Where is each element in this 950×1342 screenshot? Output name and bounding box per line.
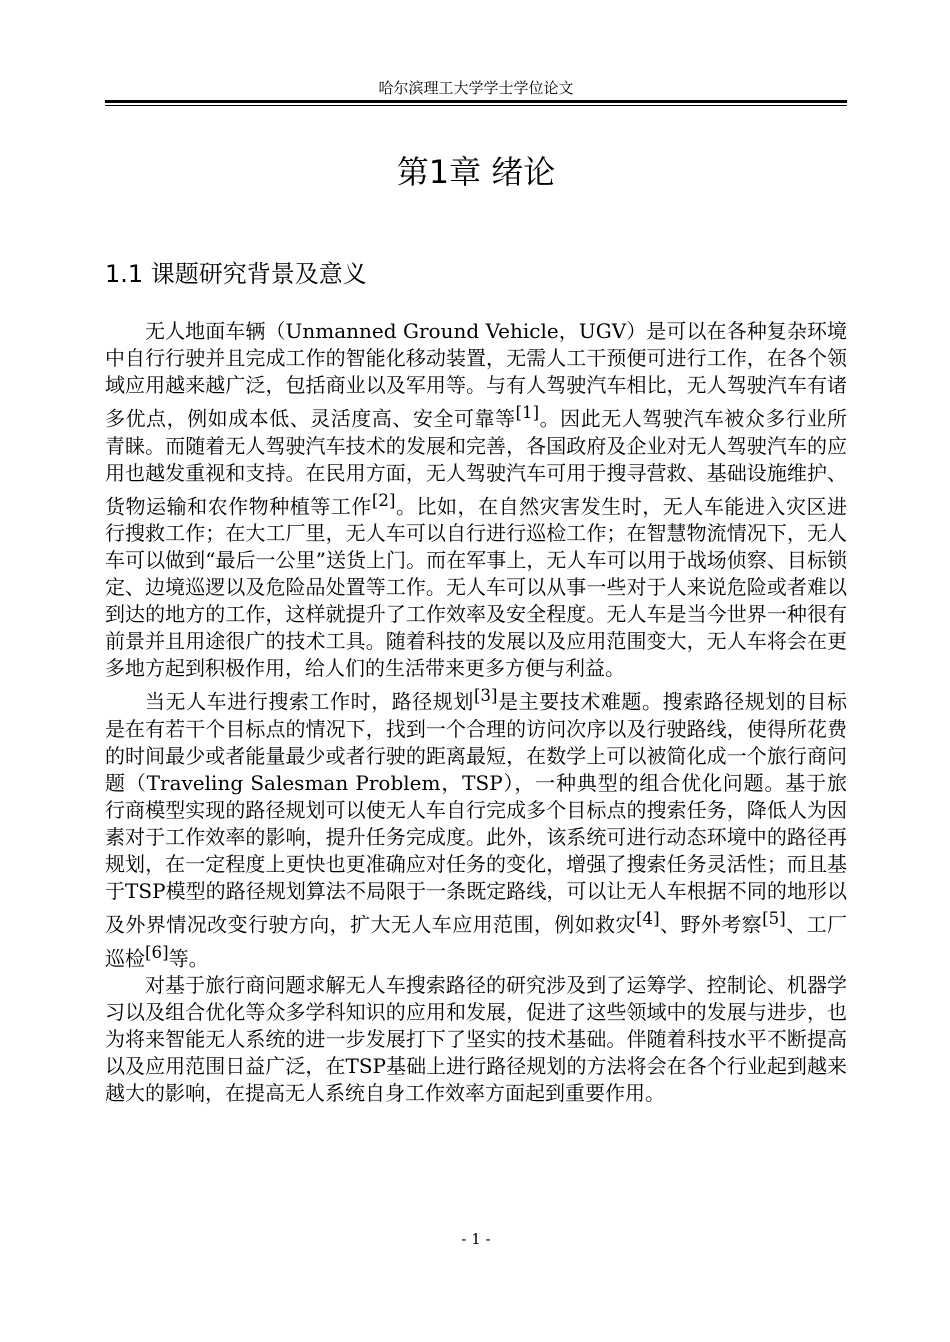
section-title: 1.1 课题研究背景及意义 — [105, 260, 367, 288]
citation: [2] — [371, 490, 396, 510]
paragraph-3: 对基于旅行商问题求解无人车搜索路径的研究涉及到了运筹学、控制论、机器学习以及组合优化等众多学科知识的应用和发展，促进了这些领域中的发展与进步，也为将来智能无人系统的进一步发展打下了坚实的技术基础。伴随着科技水平不断提高以及应用范围日益广泛，在TSP基础上进行路径规划的方法将会在各个行业起到越来越大的影响，在提高无人系统自身工作效率方面起到重要作用。 — [105, 973, 847, 1106]
citation: [3] — [473, 686, 498, 706]
citation: [1] — [515, 403, 540, 422]
header-rule-thick — [105, 100, 847, 103]
page-number: - 1 - — [461, 1230, 491, 1248]
citation: [6] — [145, 942, 169, 962]
paragraph-1: 无人地面车辆（Unmanned Ground Vehicle，UGV）是可以在各种复杂环境中自行行驶并且完成工作的智能化移动装置，无需人工干预便可进行工作，在各个领域应用越来越广泛，包括商业以及军用等。与有人驾驶汽车相比，无人驾驶汽车有诸多优点，例如成本低、灵活度高、安全可靠等[1]。因此无人驾驶汽车被众多行业所青睐。而随着无人驾驶汽车技术的发展和完善，各国政府及企业对无人驾驶汽车的应用也越发重视和支持。在民用方面，无人驾驶汽车可用于搜寻营救、基础设施维护、货物运输和农作物种植等工作[2]。比如，在自然灾害发生时，无人车能进入灾区进行搜救工作；在大工厂里，无人车可以自行进行巡检工作；在智慧物流情况下，无人车可以做到“最后一公里”送货上门。而在军事上，无人车可以用于战场侦察、目标锁定、边境巡逻以及危险品处置等工作。无人车可以从事一些对于人来说危险或者难以到达的地方的工作，这样就提升了工作效率及安全程度。无人车是当今世界一种很有前景并且用途很广的技术工具。随着科技的发展以及应用范围变大，无人车将会在更多地方起到积极作用，给人们的生活带来更多方便与利益。 — [105, 319, 848, 681]
header-rule-thin — [105, 105, 847, 106]
body-text — [105, 318, 847, 1107]
citation: [4] — [636, 908, 660, 928]
citation: [5] — [762, 908, 786, 928]
paragraph-2: 当无人车进行搜索工作时，路径规划[3]是主要技术难题。搜索路径规划的目标是在有若干个目标点的情况下，找到一个合理的访问次序以及行驶路线，使得所花费的时间最少或者能量最少或者行驶的距离最短，在数学上可以被简化成一个旅行商问题（Traveling Salesman Problem，TSP），一种典型的组合优化问题。基于旅行商模型实现的路径规划可以使无人车自行完成多个目标点的搜索任务，降低人为因素对于工作效率的影响，提升任务完成度。此外，该系统可进行动态环境中的路径再规划，在一定程度上更快也更准确应对任务的变化，增强了搜索任务灵活性；而且基于TSP模型的路径规划算法不局限于一条既定路线，可以让无人车根据不同的地形以及外界情况改变行驶方向，扩大无人车应用范围，例如救灾[4]、野外考察[5]、工厂巡检[6]等。 — [105, 686, 848, 971]
chapter-title: 第1章 绪论 — [396, 153, 556, 191]
running-header: 哈尔滨理工大学学士学位论文 — [378, 79, 574, 97]
